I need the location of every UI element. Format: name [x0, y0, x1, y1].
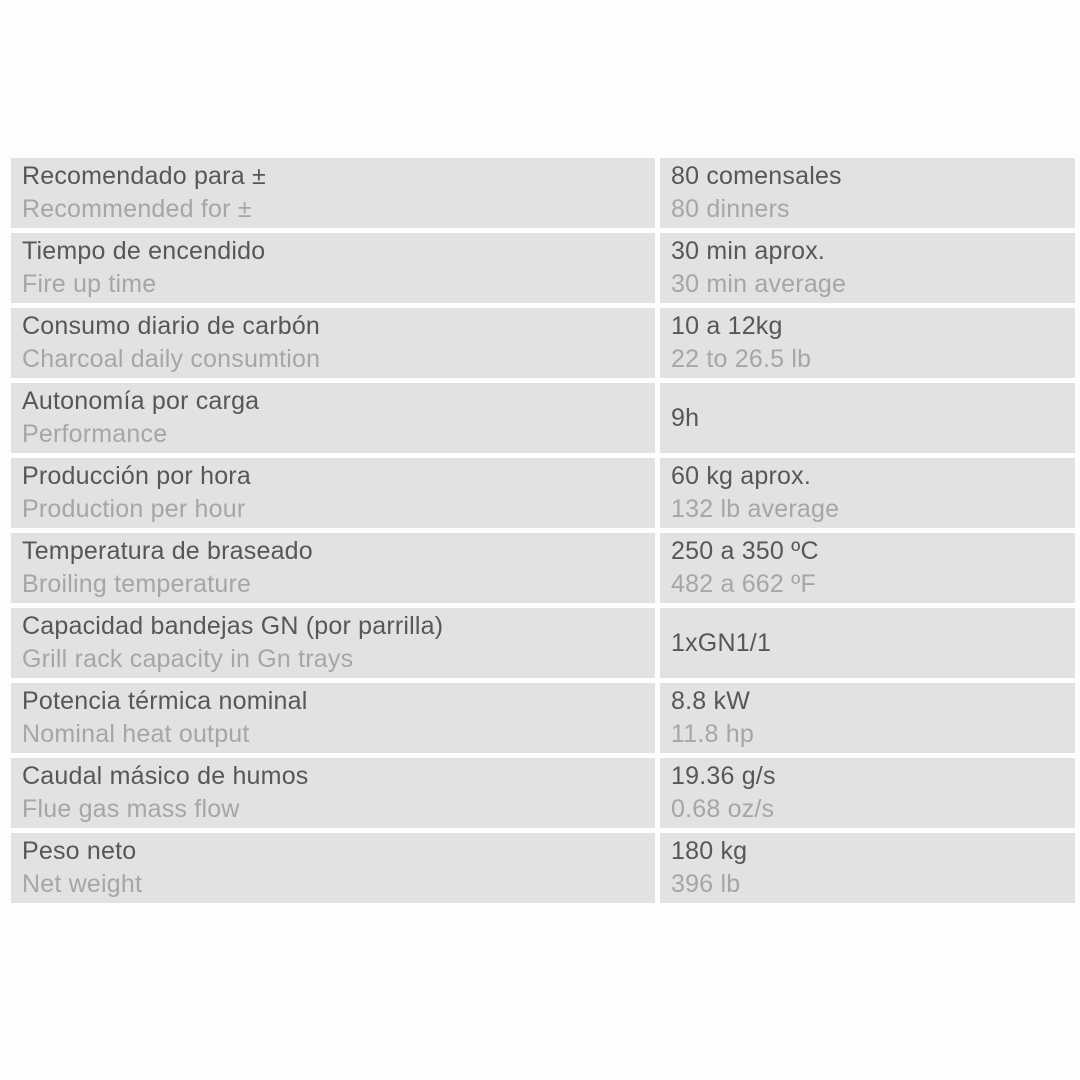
table-row: [11, 233, 1075, 303]
spec-value-cell: [660, 533, 1075, 603]
spec-value-primary: 60 kg aprox.: [671, 462, 811, 490]
spec-label-es: Consumo diario de carbón: [22, 312, 321, 340]
spec-label-es: Tiempo de encendido: [22, 237, 266, 265]
spec-label-en: Flue gas mass flow: [22, 795, 240, 823]
spec-value-cell: [660, 758, 1075, 828]
spec-value-primary: 9h: [671, 403, 700, 432]
spec-label-cell: [11, 458, 655, 528]
spec-label-en: Grill rack capacity in Gn trays: [22, 645, 354, 673]
spec-value-primary: 30 min aprox.: [671, 237, 826, 265]
spec-label-cell: [11, 608, 655, 678]
spec-label-en: Fire up time: [22, 270, 157, 298]
spec-value-primary: 10 a 12kg: [671, 312, 783, 340]
spec-value-secondary: 80 dinners: [671, 195, 790, 223]
table-row: [11, 683, 1075, 753]
spec-value-secondary: 0.68 oz/s: [671, 795, 775, 823]
spec-label-cell: [11, 158, 655, 228]
table-row: [11, 608, 1075, 678]
table-row: [11, 158, 1075, 228]
spec-label-es: Potencia térmica nominal: [22, 687, 308, 715]
spec-value-primary: 8.8 kW: [671, 687, 750, 715]
table-row: [11, 758, 1075, 828]
spec-label-en: Production per hour: [22, 495, 246, 523]
spec-label-cell: [11, 683, 655, 753]
spec-value-cell: [660, 608, 1075, 678]
spec-label-cell: [11, 383, 655, 453]
table-row: [11, 833, 1075, 903]
spec-value-cell: [660, 308, 1075, 378]
spec-value-primary: 180 kg: [671, 837, 748, 865]
spec-value-cell: [660, 833, 1075, 903]
spec-label-en: Performance: [22, 420, 168, 448]
spec-label-en: Charcoal daily consumtion: [22, 345, 321, 373]
spec-label-en: Nominal heat output: [22, 720, 250, 748]
spec-label-cell: [11, 758, 655, 828]
spec-value-cell: [660, 233, 1075, 303]
spec-label-en: Broiling temperature: [22, 570, 252, 598]
spec-value-primary: 19.36 g/s: [671, 762, 776, 790]
spec-label-es: Caudal másico de humos: [22, 762, 309, 790]
spec-value-secondary: 11.8 hp: [671, 720, 754, 748]
spec-label-es: Peso neto: [22, 837, 137, 865]
spec-label-en: Recommended for ±: [22, 195, 252, 223]
spec-value-secondary: 132 lb average: [671, 495, 840, 523]
spec-label-es: Producción por hora: [22, 462, 251, 490]
spec-value-secondary: 22 to 26.5 lb: [671, 345, 812, 373]
spec-label-cell: [11, 533, 655, 603]
spec-value-primary: 250 a 350 ºC: [671, 537, 819, 565]
spec-value-secondary: 482 a 662 ºF: [671, 570, 816, 598]
table-row: [11, 533, 1075, 603]
spec-value-primary: 1xGN1/1: [671, 628, 772, 657]
spec-value-primary: 80 comensales: [671, 162, 842, 190]
table-row: [11, 383, 1075, 453]
specifications-table: [11, 158, 1075, 903]
table-row: [11, 458, 1075, 528]
spec-label-cell: [11, 308, 655, 378]
spec-value-cell: [660, 383, 1075, 453]
spec-label-es: Capacidad bandejas GN (por parrilla): [22, 612, 444, 640]
spec-value-cell: [660, 683, 1075, 753]
spec-label-es: Recomendado para ±: [22, 162, 266, 190]
spec-label-es: Autonomía por carga: [22, 387, 260, 415]
spec-value-secondary: 396 lb: [671, 870, 741, 898]
spec-label-es: Temperatura de braseado: [22, 537, 313, 565]
spec-label-en: Net weight: [22, 870, 143, 898]
spec-label-cell: [11, 233, 655, 303]
spec-label-cell: [11, 833, 655, 903]
table-row: [11, 308, 1075, 378]
spec-value-secondary: 30 min average: [671, 270, 847, 298]
spec-value-cell: [660, 158, 1075, 228]
spec-value-cell: [660, 458, 1075, 528]
